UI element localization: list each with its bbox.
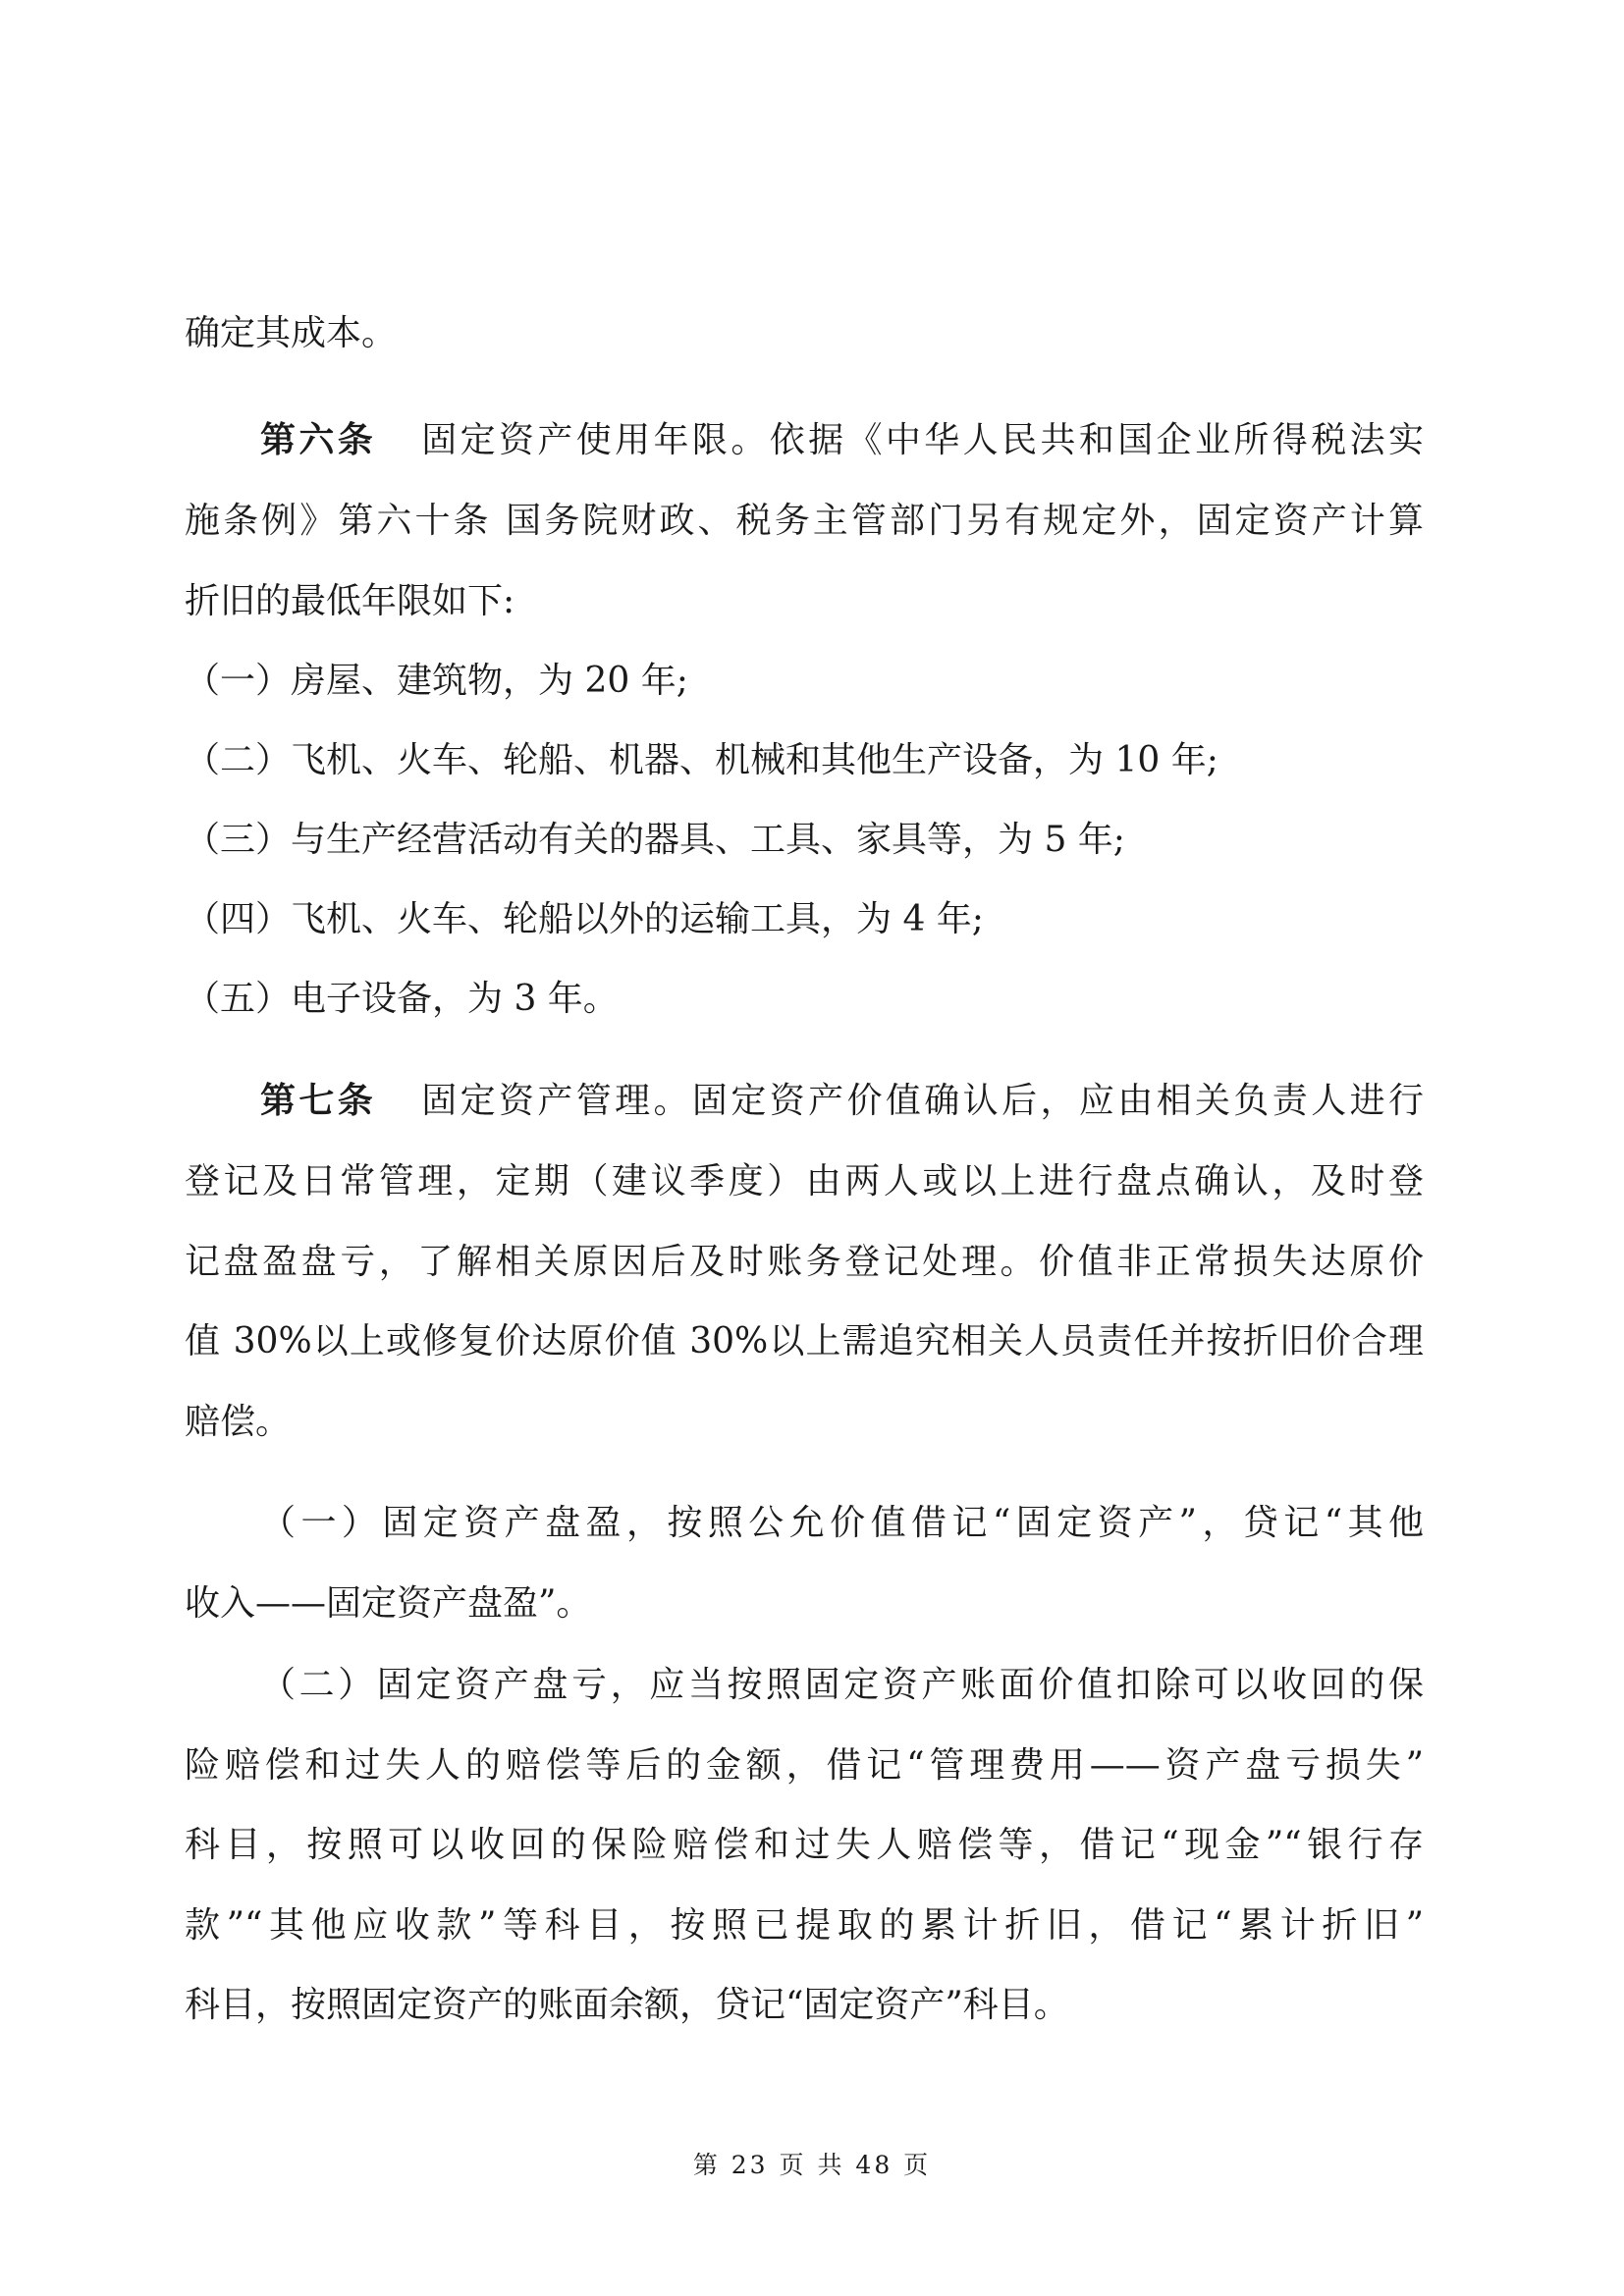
body-line: 值 30%以上或修复价达原价值 30%以上需追究相关人员责任并按折旧价合理 — [185, 1321, 1424, 1362]
body-line: 科目，按照可以收回的保险赔偿和过失人赔偿等，借记“现金”“银行存 — [185, 1825, 1424, 1865]
body-line: （一）固定资产盘盈，按照公允价值借记“固定资产”，贷记“其他 — [260, 1503, 1424, 1543]
body-line: 赔偿。 — [185, 1402, 292, 1442]
body-line: 险赔偿和过失人的赔偿等后的金额，借记“管理费用——资产盘亏损失” — [185, 1745, 1424, 1786]
list-item: （二）飞机、火车、轮船、机器、机械和其他生产设备，为 10 年; — [185, 740, 1218, 780]
body-line: （二）固定资产盘亏，应当按照固定资产账面价值扣除可以收回的保 — [260, 1665, 1424, 1705]
article-6-heading: 第六条 — [260, 420, 377, 460]
list-item: （一）房屋、建筑物，为 20 年; — [185, 661, 688, 701]
body-line: 款”“其他应收款”等科目，按照已提取的累计折旧，借记“累计折旧” — [185, 1905, 1424, 1946]
body-line: 收入——固定资产盘盈”。 — [185, 1583, 592, 1624]
body-line: 科目，按照固定资产的账面余额，贷记“固定资产”科目。 — [185, 1985, 1069, 2025]
list-item: （五）电子设备，为 3 年。 — [185, 979, 619, 1019]
article-6-first-line — [260, 419, 1424, 462]
body-line: 确定其成本。 — [185, 313, 398, 353]
article-6-text: 固定资产使用年限。依据《中华人民共和国企业所得税法实 — [421, 420, 1424, 460]
body-line: 施条例》第六十条 国务院财政、税务主管部门另有规定外，固定资产计算 — [185, 501, 1424, 541]
article-7-text: 固定资产管理。固定资产价值确认后，应由相关负责人进行 — [421, 1081, 1424, 1121]
article-7-first-line — [260, 1080, 1424, 1123]
body-line: 折旧的最低年限如下: — [185, 581, 515, 621]
list-item: （四）飞机、火车、轮船以外的运输工具，为 4 年; — [185, 899, 984, 939]
page-number-footer: 第 23 页 共 48 页 — [692, 2151, 932, 2179]
article-7-heading: 第七条 — [260, 1081, 377, 1121]
body-line: 记盘盈盘亏，了解相关原因后及时账务登记处理。价值非正常损失达原价 — [185, 1242, 1424, 1282]
list-item: （三）与生产经营活动有关的器具、工具、家具等，为 5 年; — [185, 820, 1125, 860]
body-line: 登记及日常管理，定期（建议季度）由两人或以上进行盘点确认，及时登 — [185, 1161, 1424, 1201]
